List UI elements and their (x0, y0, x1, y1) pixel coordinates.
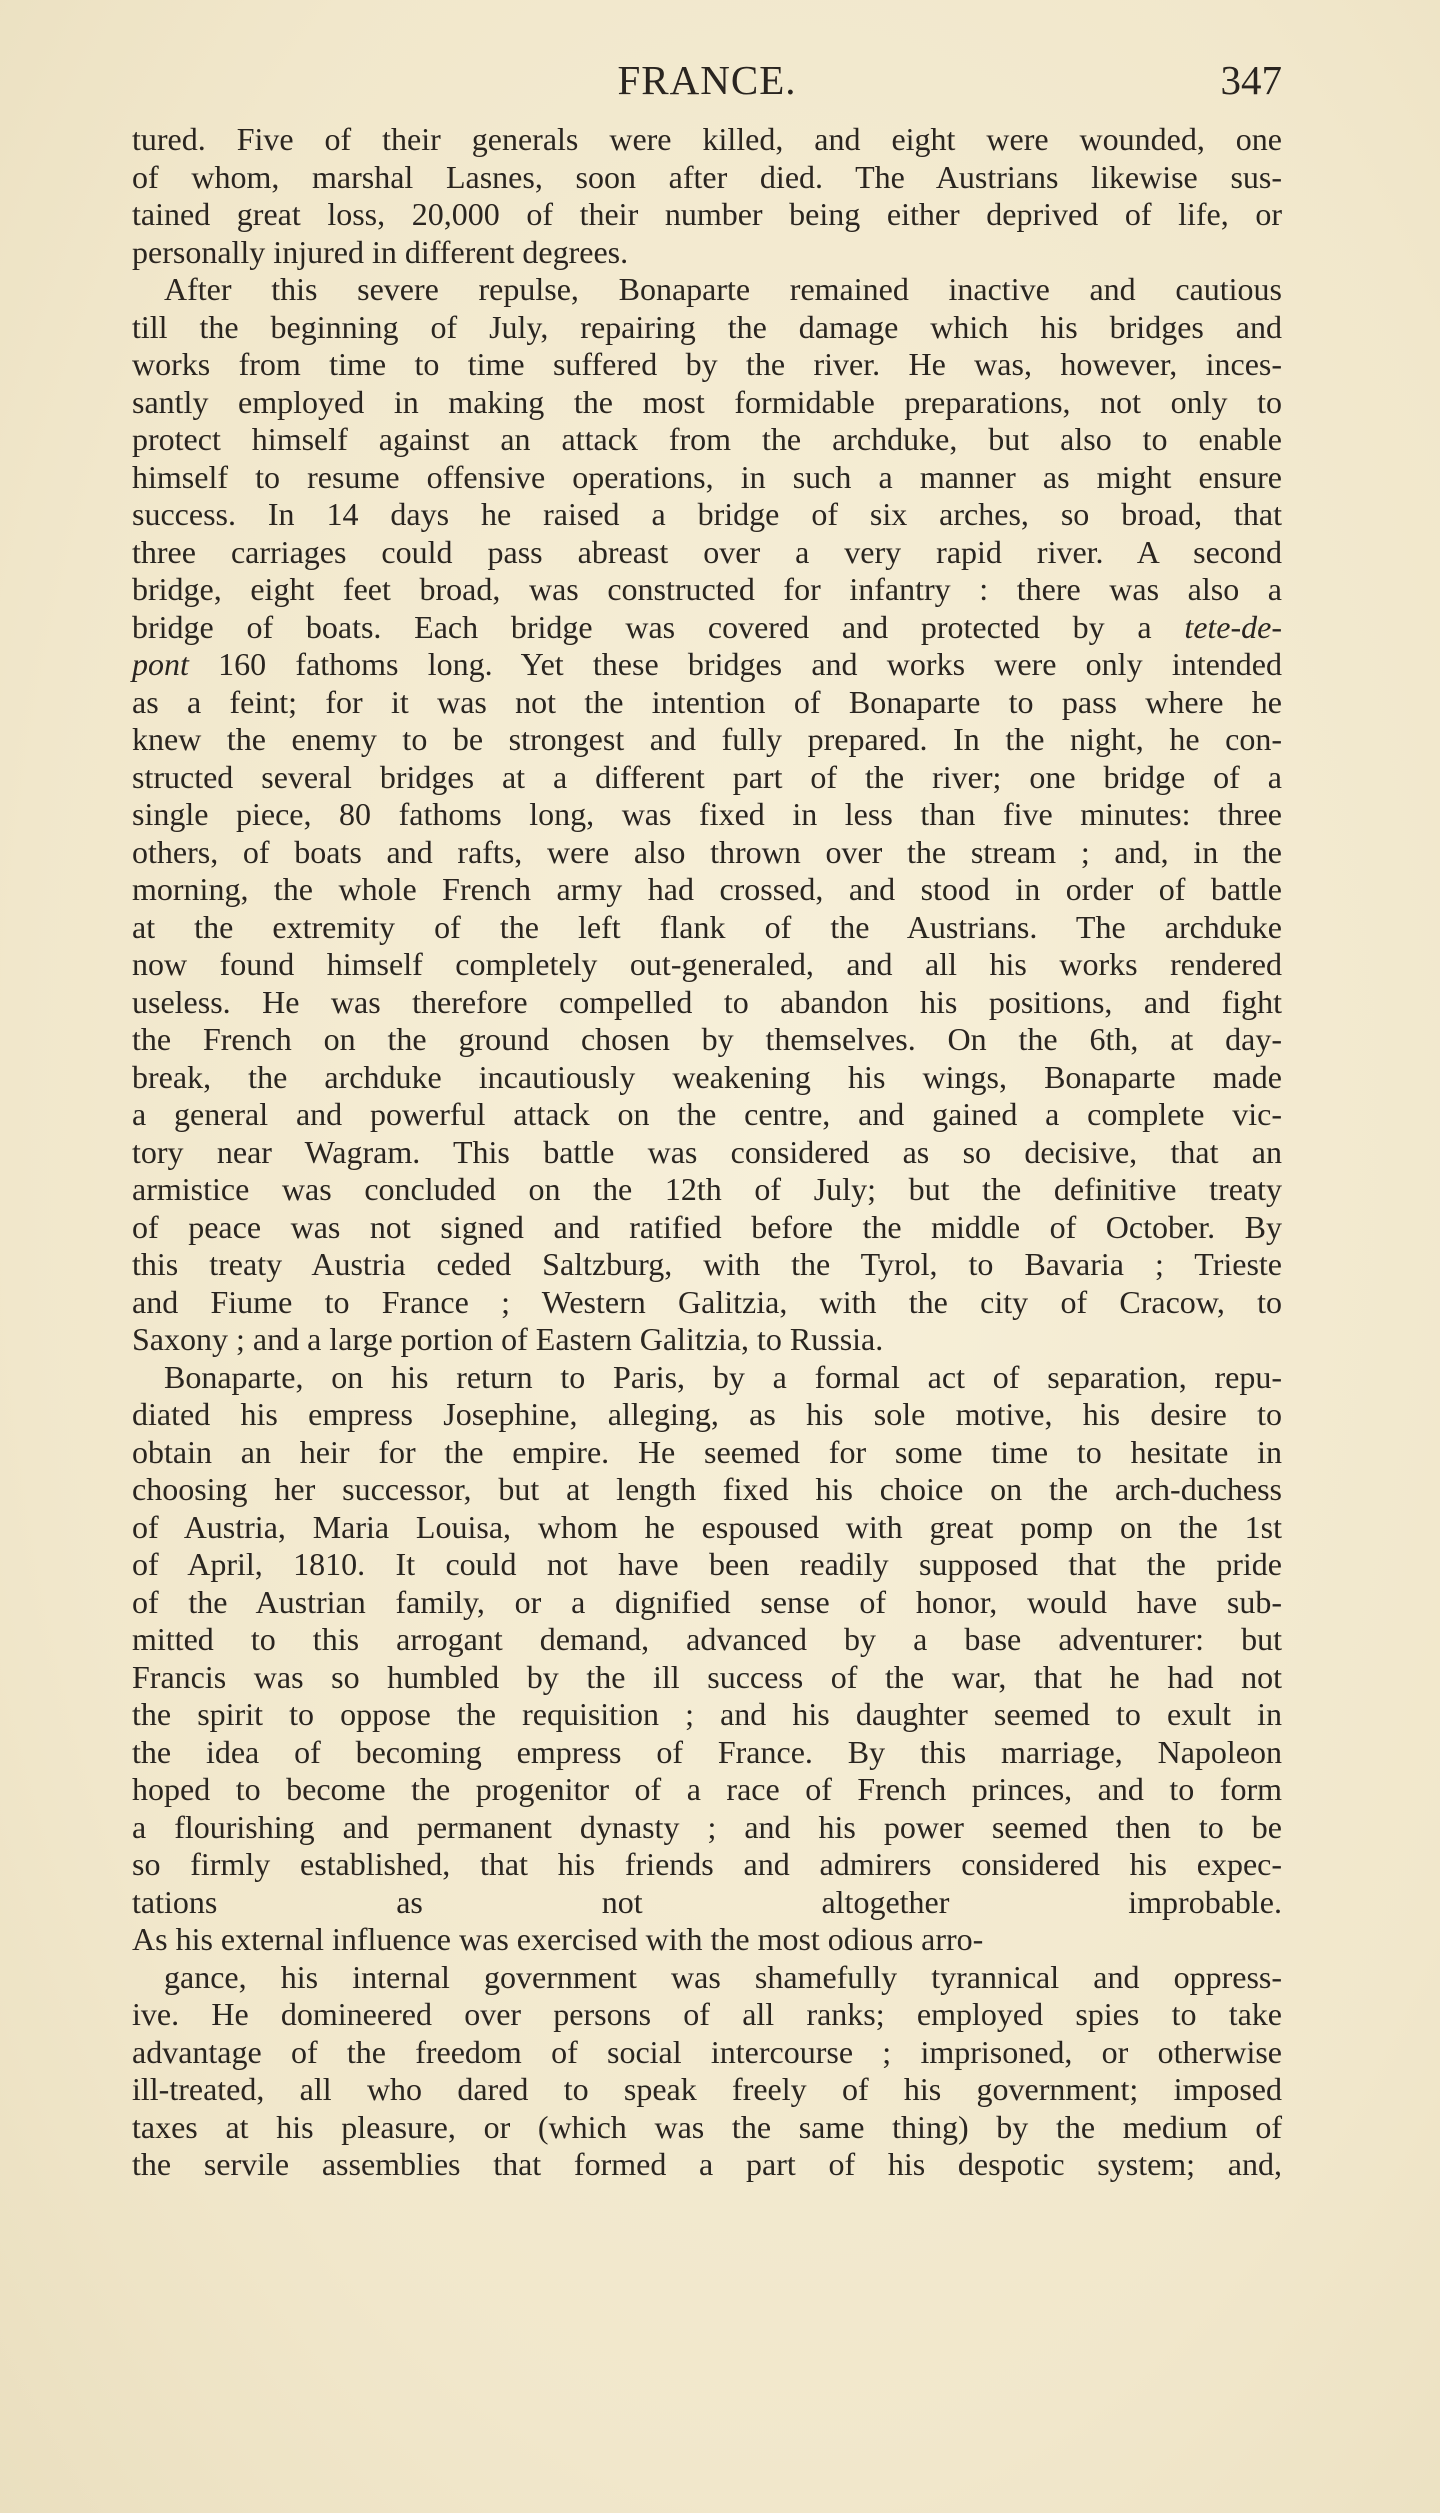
text-line: gance, his internal government was shamefully tyrannical and oppress- (164, 1958, 1282, 1995)
text-line: the French on the ground chosen by themselves. On the 6th, at day- (132, 1021, 1282, 1057)
text-line: break, the archduke incautiously weakening his wings, Bonaparte made (132, 1058, 1282, 1095)
text-line: ill-treated, all who dared to speak freely of his government; imposed (132, 2071, 1282, 2107)
text-line: at the extremity of the left flank of the Austrians. The archduke (132, 908, 1282, 945)
text-line: knew the enemy to be strongest and fully prepared. In the night, he con- (132, 721, 1282, 757)
text-line: so firmly established, that his friends and admirers considered his expec- (132, 1846, 1282, 1882)
text-line: tations as not altogether improbable. (132, 1883, 1282, 1920)
text-line: till the beginning of July, repairing the damage which his bridges and (132, 308, 1282, 345)
text-line: obtain an heir for the empire. He seemed for some time to hesitate in (132, 1433, 1282, 1470)
text-line: himself to resume offensive operations, in such a manner as might ensure (132, 458, 1282, 495)
text-line: a flourishing and permanent dynasty ; and his power seemed then to be (132, 1808, 1282, 1845)
text-line: hoped to become the progenitor of a race of French princes, and to form (132, 1771, 1282, 1807)
text-line: as a feint; for it was not the intention of Bonaparte to pass where he (132, 683, 1282, 720)
text-line: tured. Five of their generals were killed, and eight were wounded, one (132, 121, 1282, 157)
text-line: protect himself against an attack from the archduke, but also to enable (132, 421, 1282, 457)
text-line: morning, the whole French army had crossed, and stood in order of battle (132, 871, 1282, 907)
italic-term: tete-de- (1184, 608, 1283, 645)
body-text (132, 121, 1282, 2221)
text-line: the servile assemblies that formed a part of his despotic system; and, (132, 2146, 1282, 2182)
text-line: of whom, marshal Lasnes, soon after died. The Austrians likewise sus- (132, 158, 1282, 195)
text-line: success. In 14 days he raised a bridge of six arches, so broad, that (132, 496, 1282, 532)
text-line (132, 2184, 1282, 2222)
text-line: three carriages could pass abreast over a very rapid river. A second (132, 533, 1282, 570)
text-line: After this severe repulse, Bonaparte remained inactive and cautious (164, 271, 1282, 307)
text-line: taxes at his pleasure, or (which was the same thing) by the medium of (132, 2108, 1282, 2145)
text-line: tory near Wagram. This battle was considered as so decisive, that an (132, 1133, 1282, 1170)
text-line: ive. He domineered over persons of all ranks; employed spies to take (132, 1996, 1282, 2032)
text-fragment: bridge of boats. Each bridge was covered and protected by a (132, 608, 1152, 645)
text-line: diated his empress Josephine, alleging, as his sole motive, his desire to (132, 1396, 1282, 1432)
text-line: santly employed in making the most formidable preparations, not only to (132, 383, 1282, 420)
text-line: of Austria, Maria Louisa, whom he espoused with great pomp on the 1st (132, 1508, 1282, 1545)
text-line: this treaty Austria ceded Saltzburg, with the Tyrol, to Bavaria ; Trieste (132, 1246, 1282, 1282)
text-line: As his external influence was exercised with the most odious arro- (132, 1921, 984, 1957)
text-line: of the Austrian family, or a dignified sense of honor, would have sub- (132, 1583, 1282, 1620)
text-line (132, 609, 1282, 647)
text-line: Saxony ; and a large portion of Eastern Galitzia, to Russia. (132, 1321, 884, 1357)
text-line: a general and powerful attack on the centre, and gained a complete vic- (132, 1096, 1282, 1132)
text-line (132, 646, 1282, 684)
text-fragment: 160 fathoms long. Yet these bridges and works were only intended (218, 646, 1283, 682)
text-line: choosing her successor, but at length fixed his choice on the arch-duchess (132, 1471, 1282, 1507)
page-number: 347 (1220, 57, 1282, 103)
text-line: the spirit to oppose the requisition ; and his daughter seemed to exult in (132, 1696, 1282, 1732)
text-line: Francis was so humbled by the ill success of the war, that he had not (132, 1658, 1282, 1695)
text-line: of peace was not signed and ratified before the middle of October. By (132, 1208, 1282, 1245)
text-line: useless. He was therefore compelled to abandon his positions, and fight (132, 983, 1282, 1020)
text-line: structed several bridges at a different part of the river; one bridge of a (132, 758, 1282, 795)
text-line: others, of boats and rafts, were also thrown over the stream ; and, in the (132, 833, 1282, 870)
text-line: Bonaparte, on his return to Paris, by a formal act of separation, repu- (164, 1358, 1282, 1395)
text-line: of April, 1810. It could not have been readily supposed that the pride (132, 1546, 1282, 1582)
text-line: works from time to time suffered by the river. He was, however, inces- (132, 346, 1282, 382)
text-line: and Fiume to France ; Western Galitzia, with the city of Cracow, to (132, 1283, 1282, 1320)
text-line: personally injured in different degrees. (132, 233, 629, 270)
running-title: FRANCE. (617, 57, 797, 103)
text-line: advantage of the freedom of social intercourse ; imprisoned, or otherwise (132, 2033, 1282, 2070)
running-head (132, 56, 1282, 116)
text-line: bridge, eight feet broad, was constructed for infantry : there was also a (132, 571, 1282, 607)
text-line: single piece, 80 fathoms long, was fixed in less than five minutes: three (132, 796, 1282, 832)
text-line: now found himself completely out-generaled, and all his works rendered (132, 946, 1282, 982)
text-line: mitted to this arrogant demand, advanced by a base adventurer: but (132, 1621, 1282, 1657)
italic-term: pont (132, 646, 189, 682)
text-line: the idea of becoming empress of France. By this marriage, Napoleon (132, 1733, 1282, 1770)
text-line: armistice was concluded on the 12th of July; but the definitive treaty (132, 1171, 1282, 1207)
text-line: tained great loss, 20,000 of their number being either deprived of life, or (132, 196, 1282, 232)
